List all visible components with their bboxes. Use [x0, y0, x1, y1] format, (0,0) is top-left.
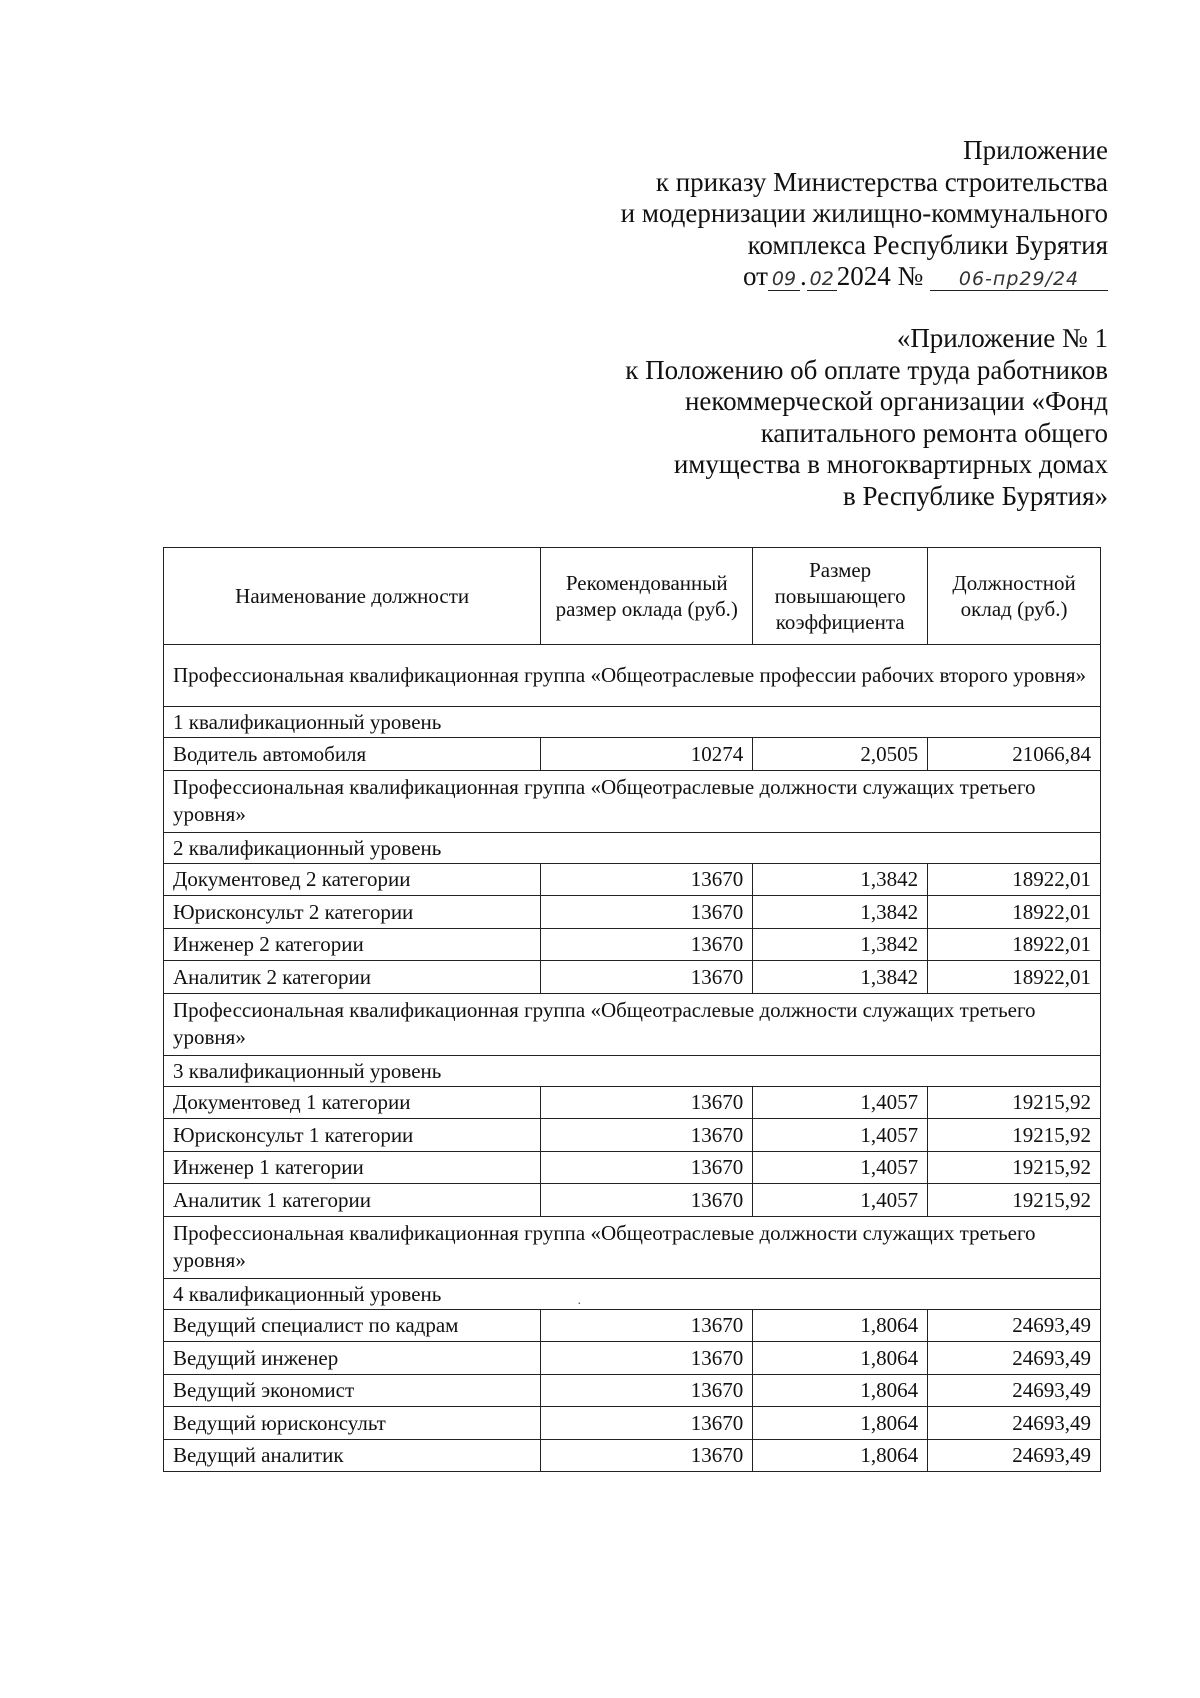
coefficient: 1,3842: [753, 863, 928, 896]
scan-speck: ·: [577, 1297, 582, 1312]
coefficient: 1,8064: [753, 1342, 928, 1375]
coefficient: 1,8064: [753, 1374, 928, 1407]
header-line: к приказу Министерства строительства: [655, 166, 1108, 197]
header-line: комплекса Республики Бурятия: [747, 229, 1108, 260]
recommended-salary: 13670: [541, 1374, 753, 1407]
table-row: [164, 1374, 1101, 1407]
table-row: [164, 1342, 1101, 1375]
recommended-salary: 13670: [541, 1439, 753, 1472]
recommended-salary: 13670: [541, 961, 753, 994]
recommended-salary: 13670: [541, 896, 753, 929]
qualification-level-row: [164, 832, 1101, 863]
recommended-salary: 13670: [541, 1119, 753, 1152]
qualification-group-row: [164, 645, 1101, 707]
table-row: [164, 1439, 1101, 1472]
group-title: Профессиональная квалификационная группа «Общеотраслевые должности служащих третьего уровня»: [164, 993, 1101, 1055]
official-salary: 24693,49: [928, 1374, 1101, 1407]
header-line: Приложение: [963, 135, 1108, 165]
table-body: [164, 645, 1101, 1472]
table-row: [164, 928, 1101, 961]
level-title: 4 квалификационный уровень: [164, 1278, 1101, 1309]
recommended-salary: 13670: [541, 1151, 753, 1184]
col-coefficient: Размер повышающего коэффициента: [753, 548, 928, 645]
position-name: Документовед 1 категории: [164, 1086, 541, 1119]
position-name: Инженер 2 категории: [164, 928, 541, 961]
qualification-level-row: [164, 707, 1101, 738]
official-salary: 24693,49: [928, 1439, 1101, 1472]
official-salary: 24693,49: [928, 1309, 1101, 1342]
qualification-level-row: [164, 1278, 1101, 1309]
appendix-header: [621, 135, 1108, 293]
recommended-salary: 13670: [541, 928, 753, 961]
coefficient: 1,4057: [753, 1184, 928, 1217]
coefficient: 1,8064: [753, 1439, 928, 1472]
level-title: 2 квалификационный уровень: [164, 832, 1101, 863]
handwritten-month: 02: [807, 268, 837, 291]
qualification-group-row: [164, 993, 1101, 1055]
handwritten-order-number: 06-пр29/24: [930, 268, 1108, 291]
table-row: [164, 1407, 1101, 1440]
coefficient: 1,4057: [753, 1151, 928, 1184]
reference-line: капитального ремонта общего: [760, 417, 1108, 448]
table-row: [164, 1151, 1101, 1184]
recommended-salary: 13670: [541, 1086, 753, 1119]
table-row: [164, 896, 1101, 929]
coefficient: 1,8064: [753, 1309, 928, 1342]
table-row: [164, 1086, 1101, 1119]
recommended-salary: 13670: [541, 1184, 753, 1217]
coefficient: 1,8064: [753, 1407, 928, 1440]
coefficient: 1,3842: [753, 896, 928, 929]
reference-line: «Приложение № 1: [896, 323, 1108, 353]
position-name: Ведущий юрисконсульт: [164, 1407, 541, 1440]
position-name: Документовед 2 категории: [164, 863, 541, 896]
col-position-name: Наименование должности: [164, 548, 541, 645]
date-year: 2024 №: [836, 261, 924, 291]
group-title: Профессиональная квалификационная группа «Общеотраслевые должности служащих третьего уровня»: [164, 770, 1101, 832]
position-name: Водитель автомобиля: [164, 738, 541, 771]
level-title: 3 квалификационный уровень: [164, 1055, 1101, 1086]
official-salary: 18922,01: [928, 863, 1101, 896]
official-salary: 24693,49: [928, 1342, 1101, 1375]
position-name: Ведущий специалист по кадрам: [164, 1309, 541, 1342]
table-row: [164, 863, 1101, 896]
position-name: Юрисконсульт 2 категории: [164, 896, 541, 929]
group-title: Профессиональная квалификационная группа «Общеотраслевые профессии рабочих второго уровня»: [164, 645, 1101, 707]
table-row: [164, 1119, 1101, 1152]
appendix-reference: [625, 323, 1108, 512]
official-salary: 21066,84: [928, 738, 1101, 771]
recommended-salary: 13670: [541, 1309, 753, 1342]
position-name: Аналитик 1 категории: [164, 1184, 541, 1217]
date-separator: .: [799, 261, 807, 291]
coefficient: 1,4057: [753, 1119, 928, 1152]
col-recommended-salary: Рекомендованный размер оклада (руб.): [541, 548, 753, 645]
position-name: Аналитик 2 категории: [164, 961, 541, 994]
official-salary: 19215,92: [928, 1119, 1101, 1152]
recommended-salary: 13670: [541, 863, 753, 896]
table-row: [164, 1184, 1101, 1217]
salary-table: [163, 547, 1101, 1472]
table-row: [164, 738, 1101, 771]
recommended-salary: 10274: [541, 738, 753, 771]
coefficient: 1,3842: [753, 928, 928, 961]
recommended-salary: 13670: [541, 1407, 753, 1440]
table-row: [164, 1309, 1101, 1342]
position-name: Ведущий экономист: [164, 1374, 541, 1407]
official-salary: 18922,01: [928, 961, 1101, 994]
qualification-group-row: [164, 1216, 1101, 1278]
qualification-group-row: [164, 770, 1101, 832]
reference-line: имущества в многоквартирных домах: [673, 449, 1108, 479]
coefficient: 1,3842: [753, 961, 928, 994]
order-date-line: [621, 261, 1108, 293]
official-salary: 19215,92: [928, 1086, 1101, 1119]
handwritten-day: 09: [768, 268, 800, 291]
coefficient: 1,4057: [753, 1086, 928, 1119]
level-title: 1 квалификационный уровень: [164, 707, 1101, 738]
official-salary: 19215,92: [928, 1184, 1101, 1217]
header-line: и модернизации жилищно-коммунального: [620, 198, 1108, 228]
reference-line: некоммерческой организации «Фонд: [684, 386, 1108, 416]
position-name: Ведущий аналитик: [164, 1439, 541, 1472]
official-salary: 19215,92: [928, 1151, 1101, 1184]
table-header-row: [164, 548, 1101, 645]
position-name: Инженер 1 категории: [164, 1151, 541, 1184]
table-row: [164, 961, 1101, 994]
official-salary: 18922,01: [928, 928, 1101, 961]
col-official-salary: Должностной оклад (руб.): [928, 548, 1101, 645]
recommended-salary: 13670: [541, 1342, 753, 1375]
reference-line: к Положению об оплате труда работников: [625, 354, 1108, 385]
date-prefix: от: [743, 261, 768, 291]
coefficient: 2,0505: [753, 738, 928, 771]
position-name: Ведущий инженер: [164, 1342, 541, 1375]
position-name: Юрисконсульт 1 категории: [164, 1119, 541, 1152]
official-salary: 18922,01: [928, 896, 1101, 929]
qualification-level-row: [164, 1055, 1101, 1086]
reference-line: в Республике Бурятия»: [843, 480, 1108, 511]
group-title: Профессиональная квалификационная группа «Общеотраслевые должности служащих третьего уровня»: [164, 1216, 1101, 1278]
official-salary: 24693,49: [928, 1407, 1101, 1440]
